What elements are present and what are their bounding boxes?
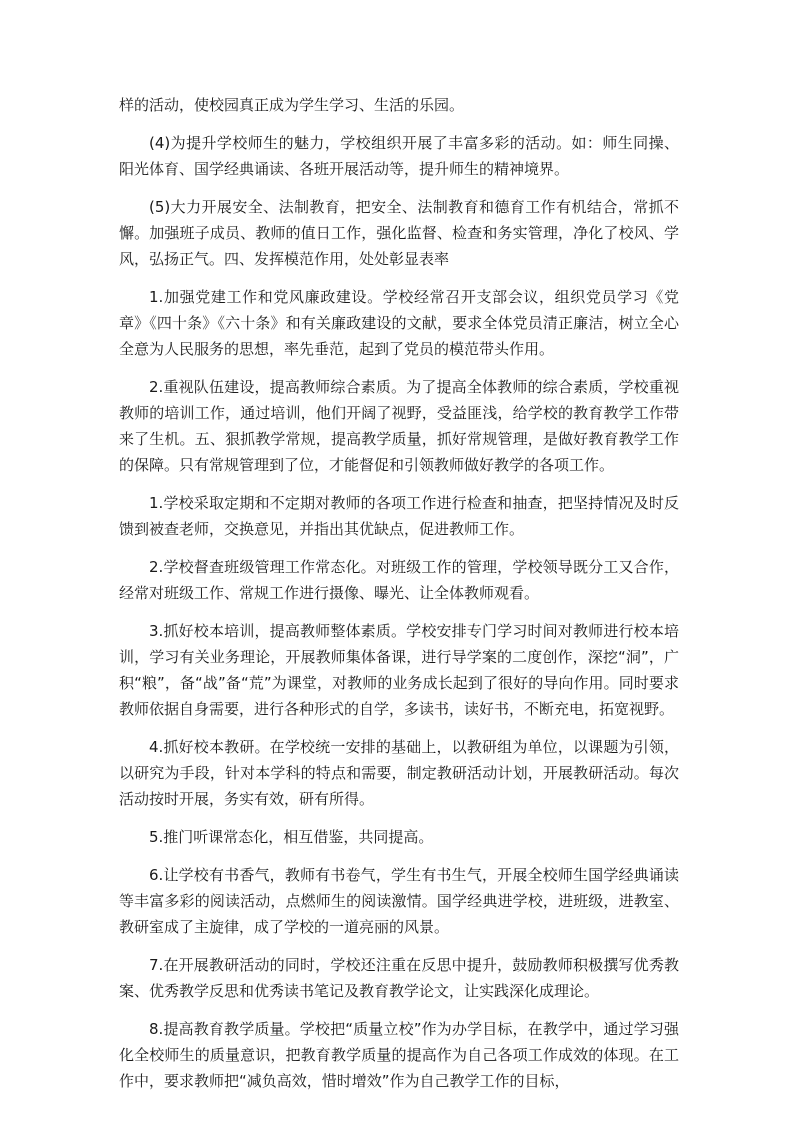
paragraph-quality: 8.提高教育教学质量。学校把“质量立校”作为办学目标，在教学中，通过学习强化全校师生的质量意识，把教育教学质量的提高作为自己各项工作成效的体现。在工作中，要求教师把“减负高效，惜时增效”作为自己教学工作的目标， [119, 1020, 679, 1090]
paragraph-class-management: 2.学校督查班级管理工作常态化。对班级工作的管理，学校领导既分工又合作，经常对班级工作、常规工作进行摄像、曝光、让全体教师观看。 [119, 558, 679, 602]
paragraph-inspection: 1.学校采取定期和不定期对教师的各项工作进行检查和抽查，把坚持情况及时反馈到被查老师，交换意见，并指出其优缺点，促进教师工作。 [119, 494, 679, 538]
paragraph-team-building: 2.重视队伍建设，提高教师综合素质。为了提高全体教师的综合素质，学校重视教师的培训工作，通过培训，他们开阔了视野，受益匪浅，给学校的教育教学工作带来了生机。五、狠抓教学常规，提高教学质量，抓好常规管理，是做好教育教学工作的保障。只有常规管理到了位，才能督促和引领教师做好教学的各项工作。 [119, 378, 679, 474]
document-page [119, 92, 679, 1106]
paragraph-reading: 6.让学校有书香气，教师有书卷气，学生有书生气，开展全校师生国学经典诵读等丰富多彩的阅读活动，点燃师生的阅读激情。国学经典进学校，进班级，进教室、教研室成了主旋律，成了学校的一道亮丽的风景。 [119, 866, 679, 936]
paragraph-item-5: (5)大力开展安全、法制教育，把安全、法制教育和德育工作有机结合，常抓不懈。加强班子成员、教师的值日工作，强化监督、检查和务实管理，净化了校风、学风，弘扬正气。四、发挥模范作用，处处彰显表率 [119, 198, 679, 268]
paragraph-reflection: 7.在开展教研活动的同时，学校还注重在反思中提升，鼓励教师积极撰写优秀教案、优秀教学反思和优秀读书笔记及教育教学论文，让实践深化成理论。 [119, 956, 679, 1000]
paragraph-continuation: 样的活动，使校园真正成为学生学习、生活的乐园。 [119, 96, 465, 114]
paragraph-lesson-observation: 5.推门听课常态化，相互借鉴，共同提高。 [149, 828, 434, 846]
paragraph-school-training: 3.抓好校本培训，提高教师整体素质。学校安排专门学习时间对教师进行校本培训，学习有关业务理论，开展教师集体备课，进行导学案的二度创作，深挖“洞”，广积“粮”，备“战”备“荒”为课堂，对教师的业务成长起到了很好的导向作用。同时要求教师依据自身需要，进行各种形式的自学，多读书，读好书，不断充电，拓宽视野。 [119, 622, 679, 718]
paragraph-party-building: 1.加强党建工作和党风廉政建设。学校经常召开支部会议，组织党员学习《党章》《四十条》《六十条》和有关廉政建设的文献，要求全体党员清正廉洁，树立全心全意为人民服务的思想，率先垂范，起到了党员的模范带头作用。 [119, 288, 679, 358]
paragraph-item-4: (4)为提升学校师生的魅力，学校组织开展了丰富多彩的活动。如：师生同操、阳光体育、国学经典诵读、各班开展活动等，提升师生的精神境界。 [119, 134, 679, 178]
paragraph-school-research: 4.抓好校本教研。在学校统一安排的基础上，以教研组为单位，以课题为引领，以研究为手段，针对本学科的特点和需要，制定教研活动计划，开展教研活动。每次活动按时开展，务实有效，研有所得。 [119, 738, 679, 808]
